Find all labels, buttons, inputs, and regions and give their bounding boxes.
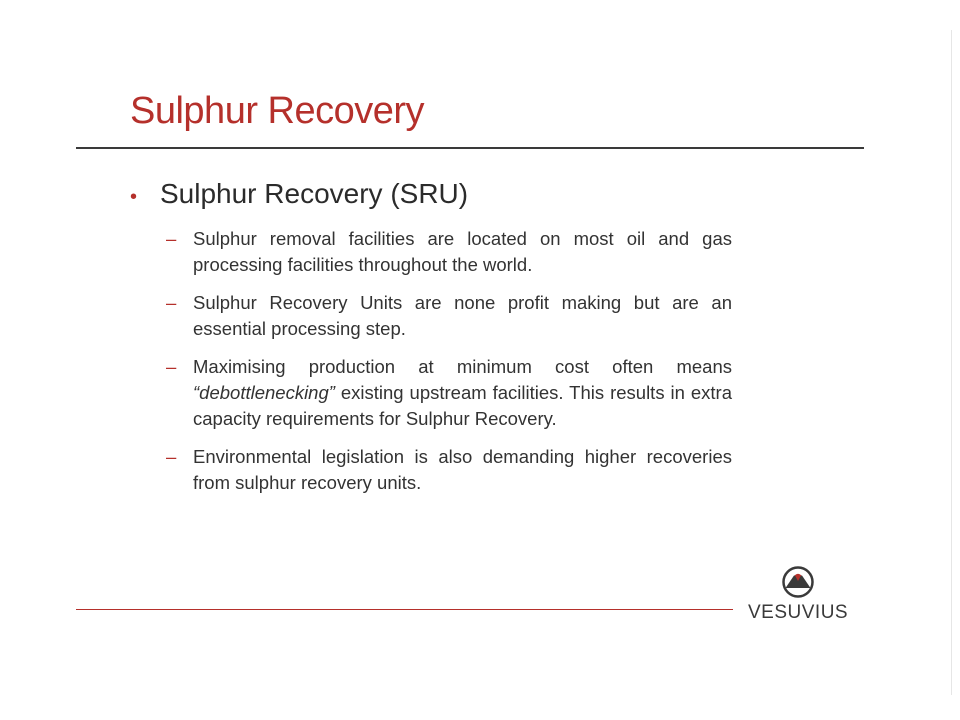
dash-marker: – <box>166 356 177 377</box>
sub-bullet-item <box>166 226 732 278</box>
dash-marker: – <box>166 292 177 313</box>
sub-bullet-item <box>166 290 732 342</box>
dash-marker: – <box>166 228 177 249</box>
sub-bullet-item <box>166 444 732 496</box>
bullet-marker: • <box>130 186 138 208</box>
sub-bullet-text: Sulphur removal facilities are located on most oil and gas processing facilities throughout the world. <box>193 228 732 275</box>
logo-wordmark: VESUVIUS <box>748 602 849 623</box>
footer-divider <box>76 609 733 610</box>
bullet-heading: Sulphur Recovery (SRU) <box>160 178 469 209</box>
sub-bullet-item <box>166 354 732 432</box>
bullet-item <box>130 178 468 210</box>
sub-bullet-text <box>193 354 732 432</box>
sub-bullet-text-end: existing upstream facilities. This results in extra capacity requirements for Sulphur Recovery. <box>193 382 732 429</box>
sub-bullet-text: Environmental legislation is also demanding higher recoveries from sulphur recovery units. <box>193 446 732 493</box>
title-divider <box>76 147 864 149</box>
dash-marker: – <box>166 446 177 467</box>
sub-bullet-text: Sulphur Recovery Units are none profit making but are an essential processing step. <box>193 292 732 339</box>
italic-term: “debottlenecking” <box>193 382 335 403</box>
vesuvius-logo <box>748 566 848 636</box>
page-edge <box>951 30 952 695</box>
sub-bullet-text-start: Maximising production at minimum cost often means <box>193 356 732 377</box>
sub-bullet-list <box>166 226 732 508</box>
slide-title: Sulphur Recovery <box>130 90 425 132</box>
volcano-logo-icon <box>782 566 814 598</box>
